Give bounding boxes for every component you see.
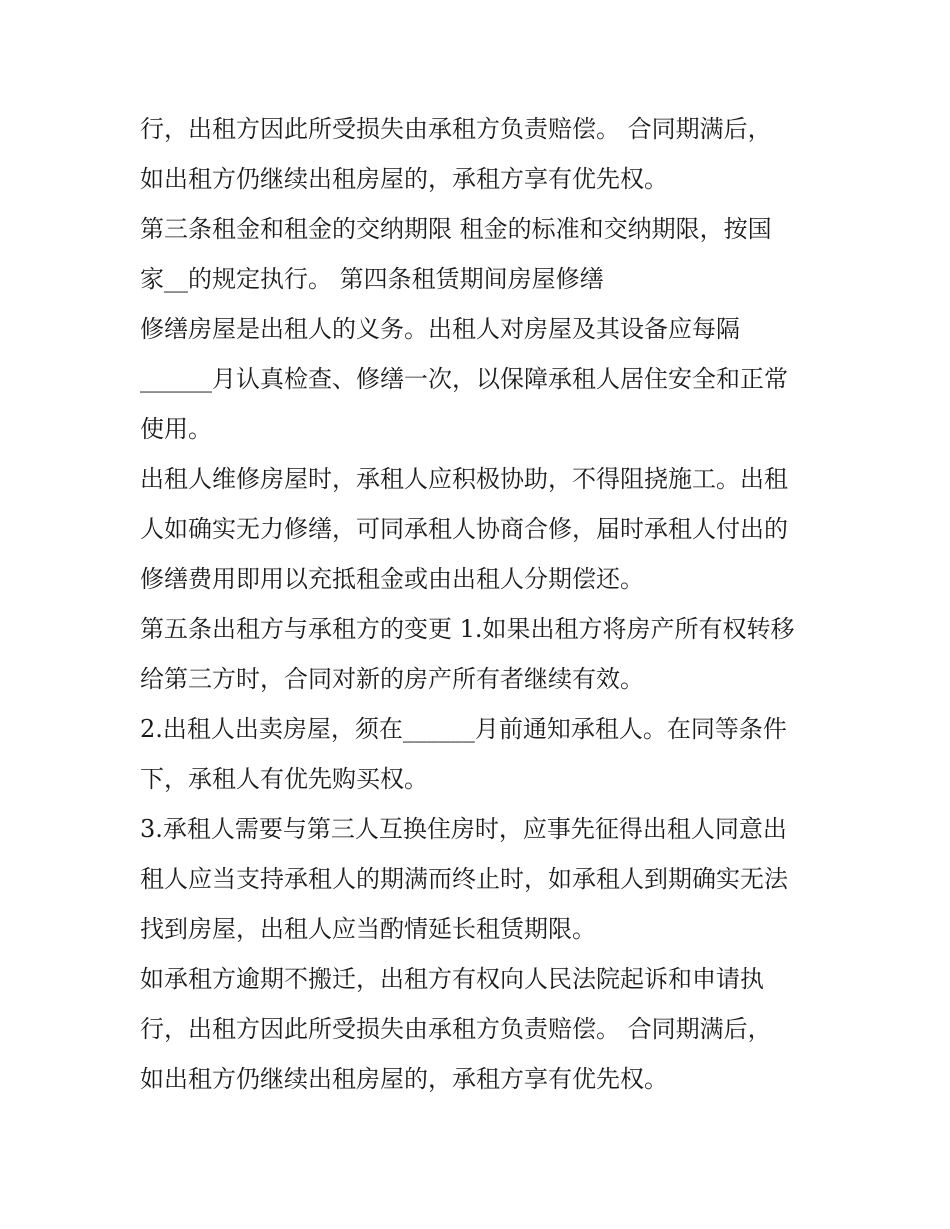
text-line: 给第三方时，合同对新的房产所有者继续有效。: [140, 665, 644, 693]
text-line: 下，承租人有优先购买权。: [140, 765, 428, 793]
text-line: 行，出租方因此所受损失由承租方负责赔偿。 合同期满后，: [140, 115, 772, 143]
text-line: 人如确实无力修缮，可同承租人协商合修，届时承租人付出的: [140, 515, 788, 543]
text-line: 3.承租人需要与第三人互换住房时，应事先征得出租人同意出: [140, 815, 787, 843]
text-line: 第五条出租方与承租方的变更 1.如果出租方将房产所有权转移: [140, 615, 795, 643]
text-line: 如出租方仍继续出租房屋的，承租方享有优先权。: [140, 165, 668, 193]
text-line: 如出租方仍继续出租房屋的，承租方享有优先权。: [140, 1065, 668, 1093]
text-line: 使用。: [140, 415, 212, 443]
text-line: 如承租方逾期不搬迁，出租方有权向人民法院起诉和申请执: [140, 965, 764, 993]
text-line: 修缮费用即用以充抵租金或由出租人分期偿还。: [140, 565, 644, 593]
text-line: 行，出租方因此所受损失由承租方负责赔偿。 合同期满后，: [140, 1015, 772, 1043]
text-line: 家__的规定执行。 第四条租赁期间房屋修缮: [140, 265, 604, 293]
text-line: 第三条租金和租金的交纳期限 租金的标准和交纳期限，按国: [140, 215, 772, 243]
document-body: [140, 104, 820, 1104]
text-line: 修缮房屋是出租人的义务。出租人对房屋及其设备应每隔: [140, 315, 740, 343]
text-line: 2.出租人出卖房屋，须在______月前通知承租人。在同等条件: [140, 715, 787, 743]
text-line: 出租人维修房屋时，承租人应积极协助，不得阻挠施工。出租: [140, 465, 788, 493]
text-line: 找到房屋，出租人应当酌情延长租赁期限。: [140, 915, 596, 943]
text-line: 租人应当支持承租人的期满而终止时，如承租人到期确实无法: [140, 865, 788, 893]
text-line: ______月认真检查、修缮一次，以保障承租人居住安全和正常: [140, 365, 788, 393]
